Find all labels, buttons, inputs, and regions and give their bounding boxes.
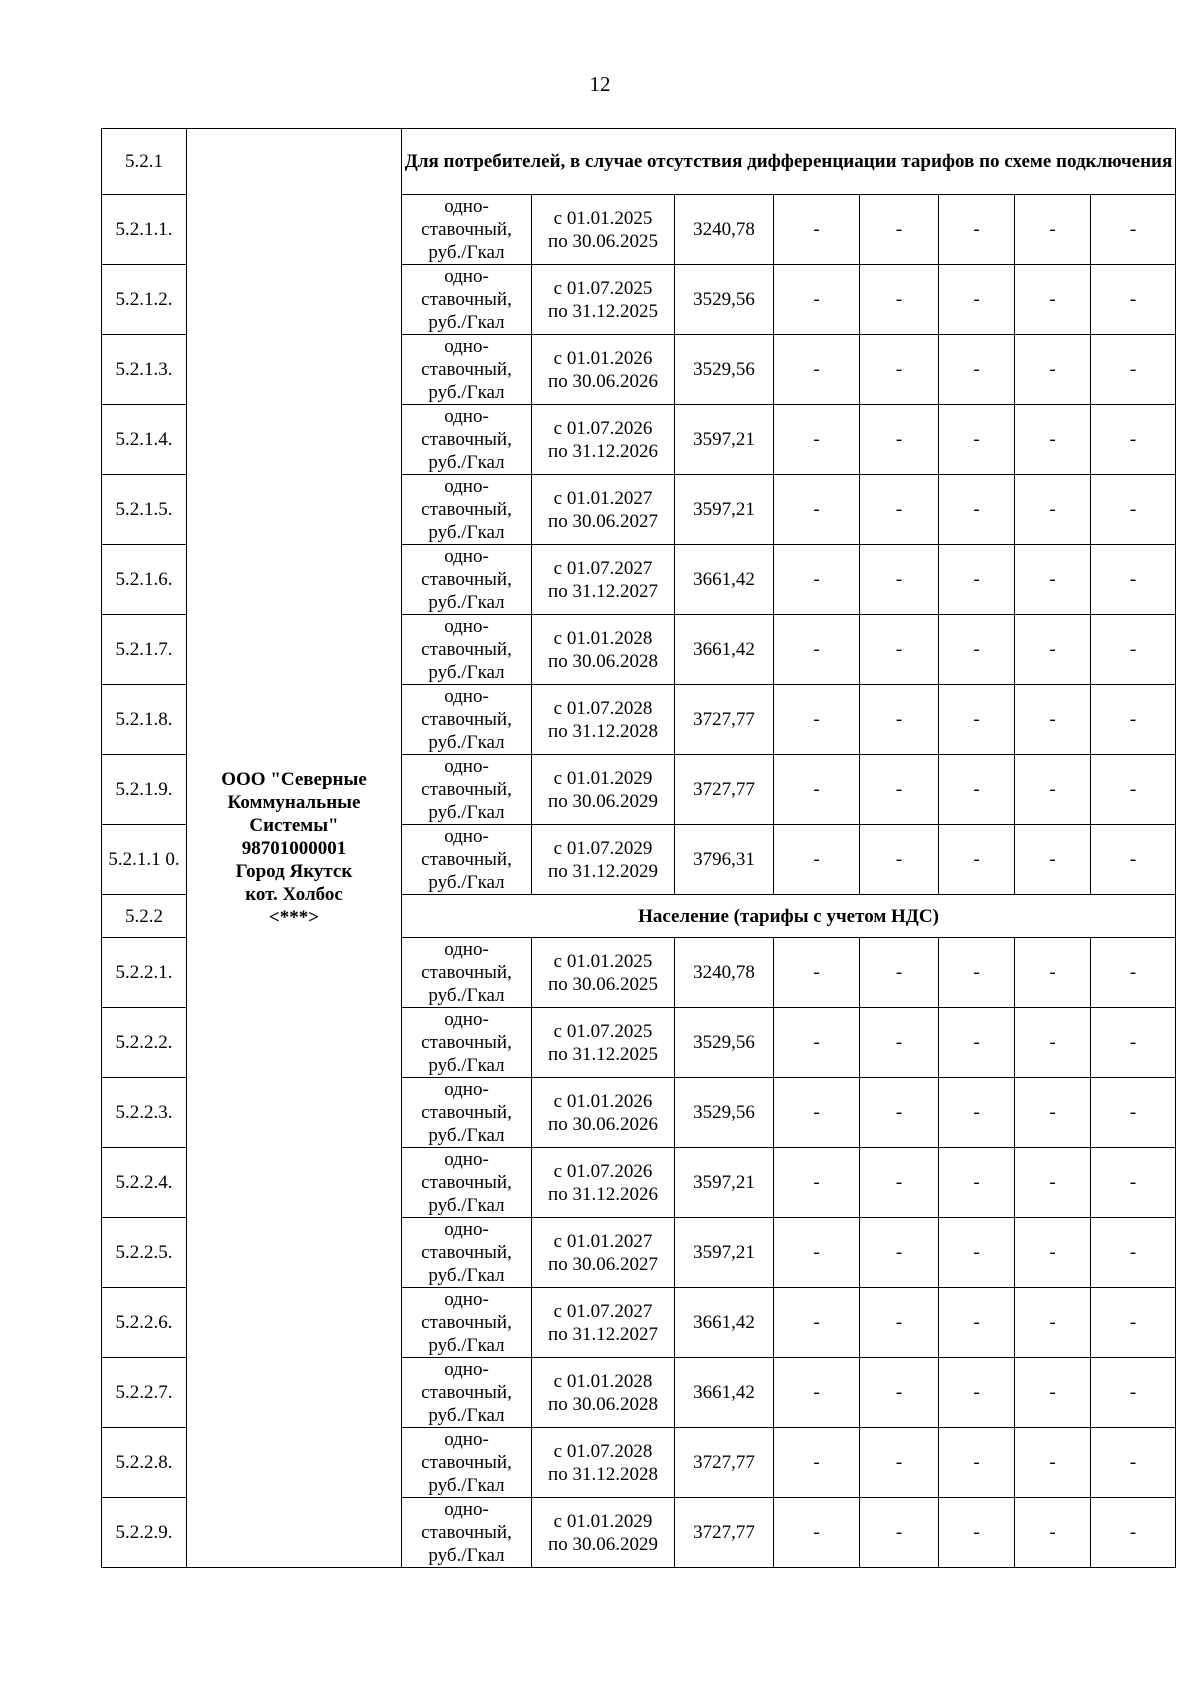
empty-value: - [774, 335, 860, 405]
empty-value: - [1015, 755, 1091, 825]
row-code: 5.2.2.7. [102, 1358, 187, 1428]
empty-value: - [1015, 1288, 1091, 1358]
empty-value: - [1015, 1428, 1091, 1498]
rate-type [402, 825, 532, 895]
rate-type-line: одно- [444, 1359, 489, 1380]
section-header-row [102, 129, 1176, 195]
empty-value: - [860, 405, 939, 475]
empty-value: - [774, 755, 860, 825]
empty-value: - [939, 335, 1015, 405]
empty-value: - [1015, 475, 1091, 545]
tariff-value: 3597,21 [675, 405, 774, 475]
row-code: 5.2.1.1. [102, 195, 187, 265]
rate-type-line: ставочный, [421, 849, 512, 870]
empty-value: - [860, 1358, 939, 1428]
empty-value: - [1015, 335, 1091, 405]
row-code: 5.2.2.1. [102, 938, 187, 1008]
rate-type [402, 335, 532, 405]
empty-value: - [774, 685, 860, 755]
rate-type-line: руб./Гкал [428, 1125, 505, 1146]
empty-value: - [1015, 938, 1091, 1008]
rate-type-line: ставочный, [421, 639, 512, 660]
rate-type-line: руб./Гкал [428, 1545, 505, 1566]
tariff-value: 3661,42 [675, 1288, 774, 1358]
empty-value: - [774, 545, 860, 615]
empty-value: - [939, 615, 1015, 685]
row-code: 5.2.1.5. [102, 475, 187, 545]
empty-value: - [1091, 475, 1176, 545]
rate-type-line: одно- [444, 1219, 489, 1240]
empty-value: - [860, 1078, 939, 1148]
rate-type-line: одно- [444, 406, 489, 427]
empty-value: - [939, 405, 1015, 475]
empty-value: - [774, 1288, 860, 1358]
rate-type-line: ставочный, [421, 569, 512, 590]
empty-value: - [1015, 405, 1091, 475]
tariff-value: 3529,56 [675, 265, 774, 335]
rate-type [402, 545, 532, 615]
empty-value: - [1015, 1218, 1091, 1288]
empty-value: - [860, 755, 939, 825]
rate-type-line: руб./Гкал [428, 1335, 505, 1356]
organization-line: Город Якутск [235, 860, 353, 882]
rate-type-line: одно- [444, 336, 489, 357]
empty-value: - [774, 1148, 860, 1218]
period-line: по 31.12.2028 [548, 1463, 658, 1485]
rate-type-line: ставочный, [421, 1102, 512, 1123]
rate-type-line: одно- [444, 1499, 489, 1520]
empty-value: - [939, 825, 1015, 895]
rate-type-line: ставочный, [421, 1032, 512, 1053]
empty-value: - [1015, 195, 1091, 265]
empty-value: - [860, 545, 939, 615]
empty-value: - [774, 195, 860, 265]
rate-type-line: одно- [444, 546, 489, 567]
period-line: по 30.06.2026 [548, 370, 658, 392]
period-line: по 31.12.2026 [548, 440, 658, 462]
rate-type-line: ставочный, [421, 779, 512, 800]
rate-type [402, 1288, 532, 1358]
period [532, 825, 675, 895]
rate-type [402, 195, 532, 265]
tariff-value: 3727,77 [675, 1428, 774, 1498]
empty-value: - [1015, 825, 1091, 895]
row-code: 5.2.2.8. [102, 1428, 187, 1498]
empty-value: - [774, 265, 860, 335]
rate-type [402, 475, 532, 545]
empty-value: - [1091, 1358, 1176, 1428]
period-line: по 30.06.2027 [548, 1253, 658, 1275]
period-line: по 31.12.2026 [548, 1183, 658, 1205]
empty-value: - [774, 938, 860, 1008]
tariff-value: 3661,42 [675, 1358, 774, 1428]
period-line: с 01.01.2028 [553, 1370, 653, 1392]
organization-line: Коммунальные [227, 791, 361, 813]
empty-value: - [860, 1288, 939, 1358]
rate-type-line: ставочный, [421, 1242, 512, 1263]
period-line: по 30.06.2025 [548, 973, 658, 995]
period-line: с 01.01.2025 [553, 950, 653, 972]
tariff-value: 3529,56 [675, 1008, 774, 1078]
section-code: 5.2.2 [102, 895, 187, 938]
period [532, 1288, 675, 1358]
rate-type [402, 1008, 532, 1078]
empty-value: - [774, 1008, 860, 1078]
empty-value: - [1091, 615, 1176, 685]
rate-type-line: одно- [444, 196, 489, 217]
row-code: 5.2.2.9. [102, 1498, 187, 1568]
tariff-value: 3727,77 [675, 685, 774, 755]
empty-value: - [1015, 1498, 1091, 1568]
period-line: с 01.07.2025 [553, 1020, 653, 1042]
rate-type-line: ставочный, [421, 962, 512, 983]
empty-value: - [774, 1358, 860, 1428]
row-code: 5.2.1.6. [102, 545, 187, 615]
period [532, 265, 675, 335]
period-line: по 30.06.2029 [548, 1533, 658, 1555]
rate-type-line: руб./Гкал [428, 522, 505, 543]
rate-type [402, 1428, 532, 1498]
tariff-table [101, 128, 1176, 1568]
period-line: по 30.06.2026 [548, 1113, 658, 1135]
rate-type-line: ставочный, [421, 1452, 512, 1473]
empty-value: - [1015, 1078, 1091, 1148]
section-title: Население (тарифы с учетом НДС) [402, 895, 1176, 938]
period [532, 938, 675, 1008]
empty-value: - [1091, 1288, 1176, 1358]
period-line: по 30.06.2028 [548, 1393, 658, 1415]
period-line: с 01.01.2029 [553, 1510, 653, 1532]
organization-line: <***> [268, 906, 320, 928]
rate-type-line: одно- [444, 826, 489, 847]
period-line: с 01.07.2027 [553, 1300, 653, 1322]
empty-value: - [1091, 195, 1176, 265]
empty-value: - [774, 475, 860, 545]
section-title: Для потребителей, в случае отсутствия дифференциации тарифов по схеме подключения [402, 129, 1176, 195]
rate-type-line: руб./Гкал [428, 1055, 505, 1076]
rate-type-line: руб./Гкал [428, 802, 505, 823]
empty-value: - [860, 1428, 939, 1498]
period-line: по 30.06.2028 [548, 650, 658, 672]
empty-value: - [1091, 335, 1176, 405]
empty-value: - [939, 545, 1015, 615]
rate-type-line: одно- [444, 1009, 489, 1030]
period [532, 335, 675, 405]
rate-type-line: руб./Гкал [428, 1195, 505, 1216]
empty-value: - [1091, 405, 1176, 475]
empty-value: - [1091, 1498, 1176, 1568]
rate-type-line: руб./Гкал [428, 1265, 505, 1286]
tariff-value: 3796,31 [675, 825, 774, 895]
rate-type-line: ставочный, [421, 289, 512, 310]
empty-value: - [1015, 1358, 1091, 1428]
rate-type [402, 685, 532, 755]
tariff-value: 3727,77 [675, 755, 774, 825]
rate-type-line: руб./Гкал [428, 242, 505, 263]
empty-value: - [939, 1358, 1015, 1428]
organization-line: 98701000001 [241, 837, 347, 859]
period-line: с 01.01.2029 [553, 767, 653, 789]
empty-value: - [1015, 615, 1091, 685]
organization-line: ООО "Северные [221, 768, 367, 790]
empty-value: - [1091, 545, 1176, 615]
period-line: с 01.07.2028 [553, 697, 653, 719]
rate-type [402, 1498, 532, 1568]
empty-value: - [774, 825, 860, 895]
row-code: 5.2.2.4. [102, 1148, 187, 1218]
empty-value: - [1091, 1008, 1176, 1078]
empty-value: - [1091, 685, 1176, 755]
period [532, 1148, 675, 1218]
empty-value: - [1091, 825, 1176, 895]
rate-type-line: руб./Гкал [428, 662, 505, 683]
empty-value: - [1091, 1218, 1176, 1288]
rate-type-line: руб./Гкал [428, 1475, 505, 1496]
row-code: 5.2.1.9. [102, 755, 187, 825]
period-line: с 01.07.2026 [553, 1160, 653, 1182]
rate-type [402, 938, 532, 1008]
rate-type-line: ставочный, [421, 429, 512, 450]
period-line: по 30.06.2025 [548, 230, 658, 252]
period-line: с 01.01.2026 [553, 1090, 653, 1112]
rate-type-line: ставочный, [421, 219, 512, 240]
tariff-value: 3529,56 [675, 335, 774, 405]
empty-value: - [860, 825, 939, 895]
empty-value: - [1091, 1428, 1176, 1498]
rate-type-line: руб./Гкал [428, 452, 505, 473]
empty-value: - [860, 265, 939, 335]
period [532, 1428, 675, 1498]
row-code: 5.2.1.2. [102, 265, 187, 335]
rate-type-line: руб./Гкал [428, 382, 505, 403]
row-code: 5.2.2.2. [102, 1008, 187, 1078]
empty-value: - [1091, 1078, 1176, 1148]
rate-type-line: руб./Гкал [428, 985, 505, 1006]
empty-value: - [774, 1498, 860, 1568]
empty-value: - [1091, 265, 1176, 335]
period [532, 1498, 675, 1568]
rate-type-line: одно- [444, 476, 489, 497]
row-code: 5.2.1.1 0. [102, 825, 187, 895]
period-line: с 01.07.2029 [553, 837, 653, 859]
period-line: с 01.07.2026 [553, 417, 653, 439]
rate-type-line: одно- [444, 1289, 489, 1310]
row-code: 5.2.2.3. [102, 1078, 187, 1148]
empty-value: - [1015, 265, 1091, 335]
rate-type-line: одно- [444, 686, 489, 707]
period-line: с 01.01.2025 [553, 207, 653, 229]
organization-line: Системы" [249, 814, 339, 836]
empty-value: - [860, 1498, 939, 1568]
period-line: с 01.01.2027 [553, 487, 653, 509]
empty-value: - [1091, 938, 1176, 1008]
organization-line: кот. Холбос [245, 883, 343, 905]
period [532, 1078, 675, 1148]
period-line: с 01.07.2027 [553, 557, 653, 579]
rate-type-line: одно- [444, 939, 489, 960]
empty-value: - [860, 1008, 939, 1078]
rate-type [402, 405, 532, 475]
rate-type-line: одно- [444, 616, 489, 637]
period-line: по 31.12.2029 [548, 860, 658, 882]
period [532, 615, 675, 685]
tariff-value: 3661,42 [675, 615, 774, 685]
tariff-value: 3240,78 [675, 195, 774, 265]
empty-value: - [1091, 755, 1176, 825]
empty-value: - [860, 938, 939, 1008]
period [532, 545, 675, 615]
row-code: 5.2.2.6. [102, 1288, 187, 1358]
period [532, 685, 675, 755]
empty-value: - [860, 335, 939, 405]
rate-type [402, 755, 532, 825]
rate-type [402, 1148, 532, 1218]
empty-value: - [939, 685, 1015, 755]
period [532, 1358, 675, 1428]
empty-value: - [939, 195, 1015, 265]
empty-value: - [1015, 1008, 1091, 1078]
empty-value: - [939, 938, 1015, 1008]
period-line: с 01.01.2027 [553, 1230, 653, 1252]
tariff-value: 3597,21 [675, 1218, 774, 1288]
empty-value: - [1015, 685, 1091, 755]
empty-value: - [774, 405, 860, 475]
period-line: по 31.12.2025 [548, 1043, 658, 1065]
rate-type-line: одно- [444, 1429, 489, 1450]
rate-type [402, 1358, 532, 1428]
empty-value: - [939, 1078, 1015, 1148]
tariff-value: 3661,42 [675, 545, 774, 615]
rate-type-line: руб./Гкал [428, 732, 505, 753]
empty-value: - [774, 1218, 860, 1288]
empty-value: - [939, 475, 1015, 545]
rate-type-line: ставочный, [421, 499, 512, 520]
empty-value: - [774, 615, 860, 685]
period [532, 405, 675, 475]
rate-type-line: ставочный, [421, 709, 512, 730]
rate-type [402, 1078, 532, 1148]
rate-type-line: ставочный, [421, 1382, 512, 1403]
rate-type-line: ставочный, [421, 1522, 512, 1543]
rate-type [402, 1218, 532, 1288]
rate-type-line: руб./Гкал [428, 592, 505, 613]
empty-value: - [1015, 545, 1091, 615]
rate-type-line: ставочный, [421, 1312, 512, 1333]
organization-cell [187, 129, 402, 1568]
period-line: с 01.01.2028 [553, 627, 653, 649]
row-code: 5.2.2.5. [102, 1218, 187, 1288]
empty-value: - [1091, 1148, 1176, 1218]
tariff-value: 3597,21 [675, 475, 774, 545]
rate-type-line: одно- [444, 1149, 489, 1170]
empty-value: - [939, 1498, 1015, 1568]
period-line: по 31.12.2025 [548, 300, 658, 322]
empty-value: - [860, 1218, 939, 1288]
empty-value: - [939, 755, 1015, 825]
rate-type [402, 615, 532, 685]
rate-type-line: руб./Гкал [428, 872, 505, 893]
period [532, 1008, 675, 1078]
period [532, 195, 675, 265]
empty-value: - [860, 195, 939, 265]
period-line: по 31.12.2028 [548, 720, 658, 742]
tariff-value: 3529,56 [675, 1078, 774, 1148]
period-line: по 30.06.2027 [548, 510, 658, 532]
rate-type-line: одно- [444, 266, 489, 287]
period-line: с 01.07.2028 [553, 1440, 653, 1462]
empty-value: - [939, 1148, 1015, 1218]
rate-type-line: одно- [444, 1079, 489, 1100]
empty-value: - [774, 1428, 860, 1498]
period-line: по 31.12.2027 [548, 580, 658, 602]
empty-value: - [939, 1218, 1015, 1288]
period-line: с 01.07.2025 [553, 277, 653, 299]
empty-value: - [860, 615, 939, 685]
empty-value: - [1015, 1148, 1091, 1218]
period [532, 755, 675, 825]
rate-type-line: руб./Гкал [428, 1405, 505, 1426]
period [532, 1218, 675, 1288]
empty-value: - [860, 475, 939, 545]
row-code: 5.2.1.8. [102, 685, 187, 755]
tariff-value: 3597,21 [675, 1148, 774, 1218]
period-line: по 30.06.2029 [548, 790, 658, 812]
period-line: с 01.01.2026 [553, 347, 653, 369]
period-line: по 31.12.2027 [548, 1323, 658, 1345]
tariff-value: 3727,77 [675, 1498, 774, 1568]
period [532, 475, 675, 545]
rate-type-line: руб./Гкал [428, 312, 505, 333]
empty-value: - [774, 1078, 860, 1148]
row-code: 5.2.1.7. [102, 615, 187, 685]
empty-value: - [939, 1288, 1015, 1358]
empty-value: - [939, 265, 1015, 335]
rate-type-line: ставочный, [421, 359, 512, 380]
section-code: 5.2.1 [102, 129, 187, 195]
row-code: 5.2.1.4. [102, 405, 187, 475]
page-number: 12 [589, 72, 611, 96]
empty-value: - [860, 685, 939, 755]
rate-type [402, 265, 532, 335]
row-code: 5.2.1.3. [102, 335, 187, 405]
empty-value: - [860, 1148, 939, 1218]
rate-type-line: одно- [444, 756, 489, 777]
empty-value: - [939, 1008, 1015, 1078]
tariff-value: 3240,78 [675, 938, 774, 1008]
empty-value: - [939, 1428, 1015, 1498]
rate-type-line: ставочный, [421, 1172, 512, 1193]
